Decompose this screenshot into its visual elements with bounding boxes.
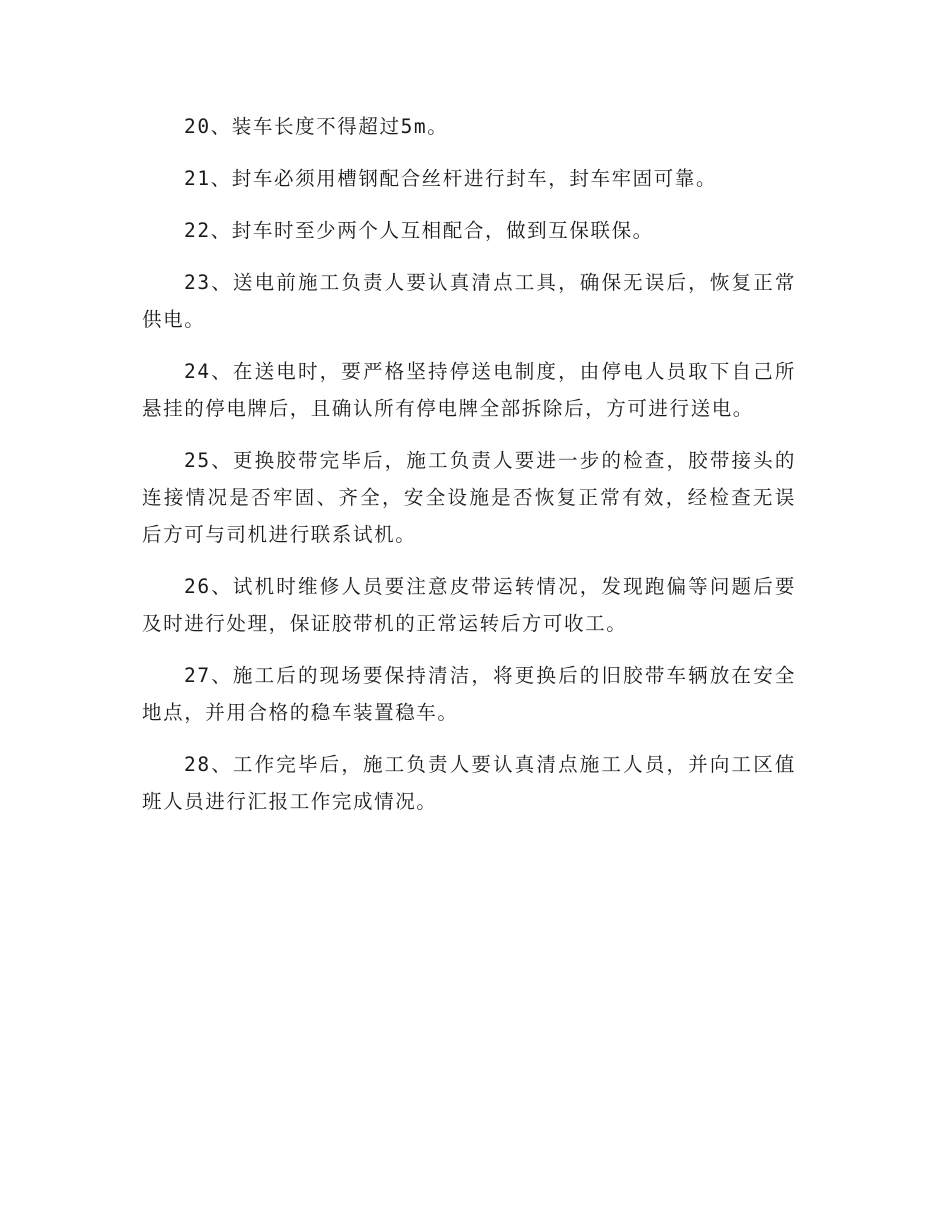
paragraph-23: 23、送电前施工负责人要认真清点工具，确保无误后，恢复正常供电。 bbox=[142, 271, 796, 331]
paragraph-20: 20、装车长度不得超过5m。 bbox=[184, 115, 449, 138]
paragraph-26: 26、试机时维修人员要注意皮带运转情况，发现跑偏等问题后要及时进行处理，保证胶带机的正常运转后方可收工。 bbox=[142, 575, 796, 635]
paragraph-28: 28、工作完毕后，施工负责人要认真清点施工人员，并向工区值班人员进行汇报工作完成情况。 bbox=[142, 753, 796, 813]
paragraph-24: 24、在送电时，要严格坚持停送电制度，由停电人员取下自己所悬挂的停电牌后，且确认所有停电牌全部拆除后，方可进行送电。 bbox=[142, 360, 796, 420]
document-body bbox=[142, 108, 796, 835]
paragraph-21: 21、封车必须用槽钢配合丝杆进行封车，封车牢固可靠。 bbox=[184, 167, 718, 190]
paragraph-22: 22、封车时至少两个人互相配合，做到互保联保。 bbox=[184, 219, 654, 242]
paragraph-25: 25、更换胶带完毕后，施工负责人要进一步的检查，胶带接头的连接情况是否牢固、齐全，安全设施是否恢复正常有效，经检查无误后方可与司机进行联系试机。 bbox=[142, 449, 796, 546]
paragraph-27: 27、施工后的现场要保持清洁，将更换后的旧胶带车辆放在安全地点，并用合格的稳车装置稳车。 bbox=[142, 664, 796, 724]
